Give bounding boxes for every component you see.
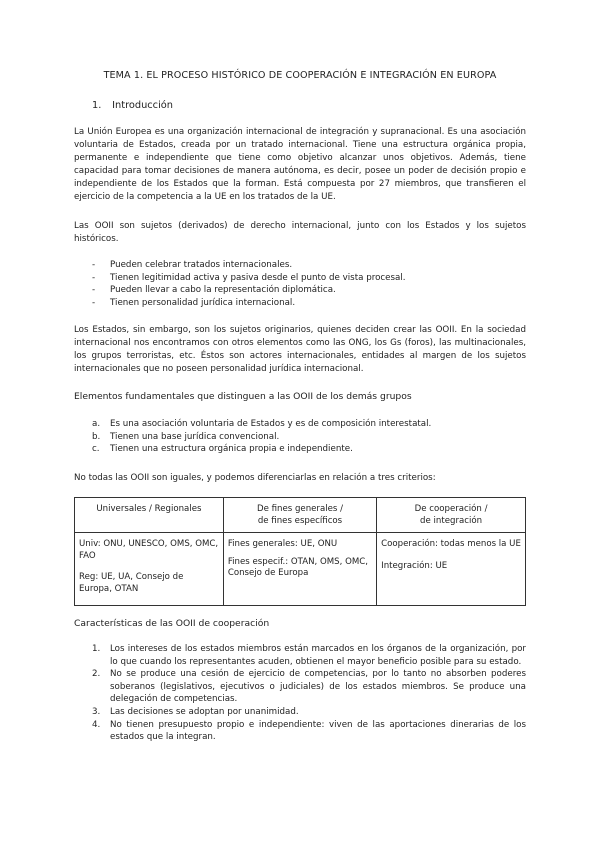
- table-header-cell: [75, 498, 224, 533]
- list-item-text: Las decisiones se adoptan por unanimidad.: [110, 706, 299, 717]
- table-row: [75, 533, 526, 606]
- alpha-list: [92, 418, 526, 456]
- table-header-cell: [223, 498, 376, 533]
- list-marker: -: [92, 285, 96, 296]
- list-marker: 1.: [92, 644, 101, 654]
- header-line: De cooperación /: [414, 504, 488, 514]
- cell-text: Reg: UE, UA, Consejo de Europa, OTAN: [79, 572, 184, 594]
- list-item-text: Los intereses de los estados miembros están marcados en los órganos de la organización, por lo que cuando los representantes acuden, obtienen el mayor beneficio posible para su estado.: [110, 644, 526, 667]
- list-item: [92, 418, 526, 431]
- list-item-text: Tienen legitimidad activa y pasiva desde el punto de vista procesal.: [110, 272, 406, 283]
- list-marker: -: [92, 260, 96, 270]
- list-item: [92, 719, 526, 744]
- list-item: [92, 259, 526, 272]
- list-marker: 4.: [92, 719, 101, 730]
- header-line: Universales / Regionales: [96, 504, 202, 514]
- list-item: [92, 431, 526, 444]
- cell-text: Univ: ONU, UNESCO, OMS, OMC, FAO: [79, 539, 219, 561]
- list-item-text: Pueden celebrar tratados internacionales.: [110, 260, 293, 270]
- list-item: [92, 706, 526, 719]
- cell-text: Fines generales: UE, ONU: [227, 539, 338, 549]
- criteria-table: [74, 497, 526, 606]
- cell-text: Fines especif.: OTAN, OMS, OMC, Consejo de Europa: [227, 556, 368, 579]
- numbered-list: [92, 643, 526, 744]
- list-marker: -: [92, 272, 96, 283]
- list-item-text: Es una asociación voluntaria de Estados y es de composición interestatal.: [110, 419, 432, 429]
- list-item: [92, 668, 526, 706]
- list-item-text: Tienen personalidad jurídica internacional.: [110, 297, 296, 308]
- section-number: 1.: [92, 100, 102, 111]
- table-header-row: [75, 498, 526, 533]
- paragraph-ooii-subjects: Las OOII son sujetos (derivados) de derecho internacional, junto con los Estados y los sujetos históricos.: [74, 221, 526, 244]
- header-line: de integración: [420, 515, 483, 526]
- table-cell: [75, 533, 224, 606]
- paragraph-criterios: No todas las OOII son iguales, y podemos diferenciarlas en relación a tres criterios:: [74, 473, 436, 483]
- list-item: [92, 272, 526, 285]
- table-header-cell: [377, 498, 526, 533]
- list-marker: c.: [92, 444, 100, 455]
- list-item-text: Pueden llevar a cabo la representación diplomática.: [110, 285, 336, 296]
- dash-list: [92, 259, 526, 309]
- list-item-text: Tienen una estructura orgánica propia e independiente.: [110, 444, 353, 455]
- list-item: [92, 297, 526, 310]
- list-item: [92, 443, 526, 456]
- list-marker: -: [92, 297, 96, 308]
- cell-text: Cooperación: todas menos la UE: [381, 539, 521, 549]
- list-marker: a.: [92, 419, 101, 429]
- cell-text: Integración: UE: [381, 560, 448, 571]
- list-item: [92, 284, 526, 297]
- list-item-text: No tienen presupuesto propio e independiente: viven de las aportaciones dinerarias de los estados que la integran.: [110, 719, 526, 743]
- document-title: TEMA 1. EL PROCESO HISTÓRICO DE COOPERACIÓN E INTEGRACIÓN EN EUROPA: [103, 70, 497, 81]
- table-cell: [377, 533, 526, 606]
- list-item-text: No se produce una cesión de ejercicio de competencias, por lo tanto no absorben poderes soberanos (legislativos, ejecutivos o judiciales) de los estados miembros. Se produce una delegación de competencias.: [110, 669, 526, 705]
- list-marker: b.: [92, 431, 101, 442]
- list-item-text: Tienen una base jurídica convencional.: [110, 431, 280, 442]
- list-marker: 2.: [92, 669, 101, 680]
- paragraph-ue-definition: La Unión Europea es una organización internacional de integración y supranacional. Es una asociación voluntaria de Estados, creada por un tratado internacional. Tiene una estructura orgánica propia, permanente e independiente que tiene como objetivo alcanzar unos objetivos. Además, tiene capacidad para tomar decisiones de manera autónoma, es decir, posee un poder de decisión propio e independiente de los Estados que la forman. Está compuesta por 27 miembros, que transfieren el ejercicio de la competencia a la UE en los tratados de la UE.: [74, 127, 526, 202]
- section-label: Introducción: [112, 100, 173, 111]
- table-cell: [223, 533, 376, 606]
- section-heading-introduccion: [92, 100, 173, 111]
- list-item: [92, 643, 526, 668]
- header-line: De fines generales /: [256, 504, 344, 514]
- paragraph-estados-originarios: Los Estados, sin embargo, son los sujetos originarios, quienes deciden crear las OOII. En la sociedad internacional nos encontramos con otros elementos como las ONG, los Gs (foros), las multinacionales, los grupos terroristas, etc. Éstos son actores internacionales, entidades al margen de los sujetos internacionales que no poseen personalidad jurídica internacional.: [74, 325, 526, 374]
- header-line: de fines específicos: [257, 515, 343, 526]
- subheading-caracteristicas: Características de las OOII de cooperación: [74, 618, 270, 629]
- list-marker: 3.: [92, 706, 101, 717]
- subheading-elementos: Elementos fundamentales que distinguen a las OOII de los demás grupos: [74, 391, 412, 402]
